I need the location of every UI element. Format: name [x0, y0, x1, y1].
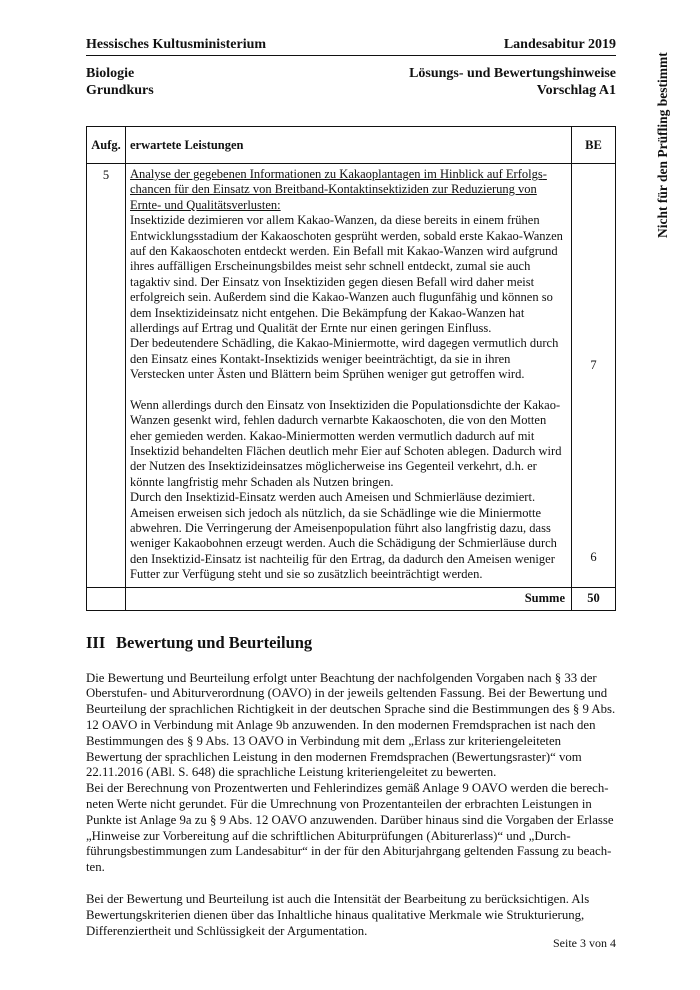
header-right: [409, 65, 616, 99]
header-rule: [86, 55, 616, 56]
sum-empty-cell: [87, 587, 126, 610]
paragraph-1: Die Bewertung und Beurteilung erfolgt unter Beachtung der nachfolgenden Vorgaben nach § 33 der Oberstufen- und Abiturverordnung (OAVO) in der jeweils geltenden Fassung. Bei der Bewertung und Beurteilung der sprachlichen Richtigkeit in der deutschen Sprache sind die Bestimmungen des § 9 Abs. 12 OAVO in Verbindung mit Anlage 9b anzuwenden. In den modernen Fremdsprachen ist nach den Bestimmungen des § 9 Abs. 13 OAVO in Verbindung mit dem „Erlass zur kriteriengeleiteten Bewertung der sprachlichen Leistung in den modernen Fremdsprachen (Bewertungsraster)“ vom 22.11.2016 (ABl. S. 648) die sprachliche Leistung kriteriengeleitet zu bewerten.: [86, 670, 616, 780]
answer-part-3: Wenn allerdings durch den Einsatz von Insektiziden die Populationsdichte der Kakao-Wanzen gesenkt wird, fehlen dadurch vernarbte Kakaoschoten, die von den Motten eher gemieden werden. Kakao-Miniermotten werden vermutlich dadurch auf mit Insektizid behandelten Flächen deutlich mehr Eier auf Schoten ablegen. Dadurch wird der Nutzen des Insektizideinsatzes möglicherweise ins Gegenteil verkehrt, d.h. er könnte langfristig mehr Schaden als Nutzen bringen.: [130, 397, 562, 489]
spacer: [130, 383, 567, 398]
header-sub: [86, 65, 616, 99]
side-note: [655, 38, 679, 238]
paragraph-3: Bei der Bewertung und Beurteilung ist auch die Intensität der Bearbeitung zu berücksichtigen. Als Bewertungskriterien dienen über das Inhaltliche hinaus qualitative Merkmale wie Strukturierung, Differenziertheit und Schlüssigkeit der Argumentation.: [86, 891, 590, 938]
points-second: 6: [590, 550, 597, 564]
proposal: Vorschlag A1: [536, 83, 616, 98]
section-number: III: [86, 632, 106, 652]
sum-value: 50: [572, 587, 616, 610]
paragraph-2: Bei der Berechnung von Prozentwerten und Fehlerindizes gemäß Anlage 9 OAVO werden die berechneten Werte nicht gerundet. Für die Umrechnung von Prozentanteilen der erbrachten Leistungen in Punkte ist Anlage 9a zu § 9 Abs. 12 OAVO anzuwenden. Darüber hinaus sind die Vorgaben der Erlasse „Hinweise zur Vorbereitung auf die schriftlichen Abiturprüfungen (Abiturerlass)“ und „Durchführungsbestimmungen zum Landesabitur“ in der für den Abiturjahrgang geltenden Fassung zu beachten.: [86, 781, 614, 875]
header-top: [86, 36, 616, 53]
evaluation-table: [86, 126, 616, 611]
points-first: 7: [590, 358, 597, 372]
section-heading: [86, 633, 616, 653]
sum-row: [87, 587, 616, 610]
table-header-row: [87, 127, 616, 164]
sum-label: Summe: [126, 587, 572, 610]
section-title: Bewertung und Beurteilung: [116, 632, 313, 652]
side-note-text: Nicht für den Prüfling bestimmt: [655, 52, 670, 238]
expected-answer: [126, 164, 572, 588]
section-body: [86, 671, 616, 940]
answer-part-4: Durch den Insektizid-Einsatz werden auch Ameisen und Schmierläuse dezimiert. Ameisen erweisen sich jedoch als nützlich, da sie Schädlinge wie die Miniermotte abwehren. Die Verringerung der Ameisenpopulation führt also langfristig dazu, dass weniger Kakaobohnen erzeugt werden. Auch die Schädigung der Schmierläuse durch den Insektizid-Einsatz ist nachteilig für den Ertrag, da dadurch den Ameisen weniger Futter zur Verfügung steht und sie so zusätzlich beeinträchtigt werden.: [130, 490, 557, 582]
answer-part-2: Der bedeutendere Schädling, die Kakao-Miniermotte, wird dagegen vermutlich durch den Einsatz eines Kontakt-Insektizids weniger beeinträchtigt, da sie in ihren Verstecken unter Ästen und Blättern beim Sprühen weniger gut getroffen wird.: [130, 336, 559, 382]
answer-part-1: Insektizide dezimieren vor allem Kakao-Wanzen, da diese bereits in einem frühen Entwicklungsstadium der Kakaoschoten gesprüht werden, sobald erste Kakao-Wanzen auf den Kakaoschoten entdeckt werden. Ein Befall mit Kakao-Wanzen wird aufgrund ihres auffälligen Erscheinungsbildes meist sehr schnell entdeckt, zumal sie auch tagaktiv sind. Der Einsatz von Insektiziden gegen diesen Befall wird daher meist erfolgreich sein. Außerdem sind die Kakao-Wanzen auch flugunfähig und können so dem Insektizideinsatz nicht entgehen. Die Bekämpfung der Kakao-Wanzen hat allerdings auf Ertrag und Qualität der Ernte nur einen geringen Einfluss.: [130, 213, 563, 336]
subject: Biologie: [86, 66, 135, 81]
course: Grundkurs: [86, 83, 154, 98]
exam-name: Landesabitur 2019: [503, 37, 616, 52]
header-left: [86, 65, 154, 99]
table-row: [87, 164, 616, 588]
col-expected-header: erwartete Leistungen: [126, 127, 572, 164]
doc-type: Lösungs- und Bewertungshinweise: [409, 66, 616, 81]
col-task-header: Aufg.: [87, 127, 126, 164]
page: [86, 36, 616, 939]
task-heading: Analyse der gegebenen Informationen zu Kakaoplantagen im Hinblick auf Erfolgschancen für den Einsatz von Breitband-Kontaktinsektiziden zur Reduzierung von Ernte- und Qualitätsverlusten:: [130, 167, 547, 212]
ministry-name: Hessisches Kultusministerium: [86, 37, 267, 52]
col-points-header: BE: [572, 127, 616, 164]
page-number: Seite 3 von 4: [553, 936, 616, 950]
task-number: 5: [87, 164, 126, 588]
points-cell: [572, 164, 616, 588]
